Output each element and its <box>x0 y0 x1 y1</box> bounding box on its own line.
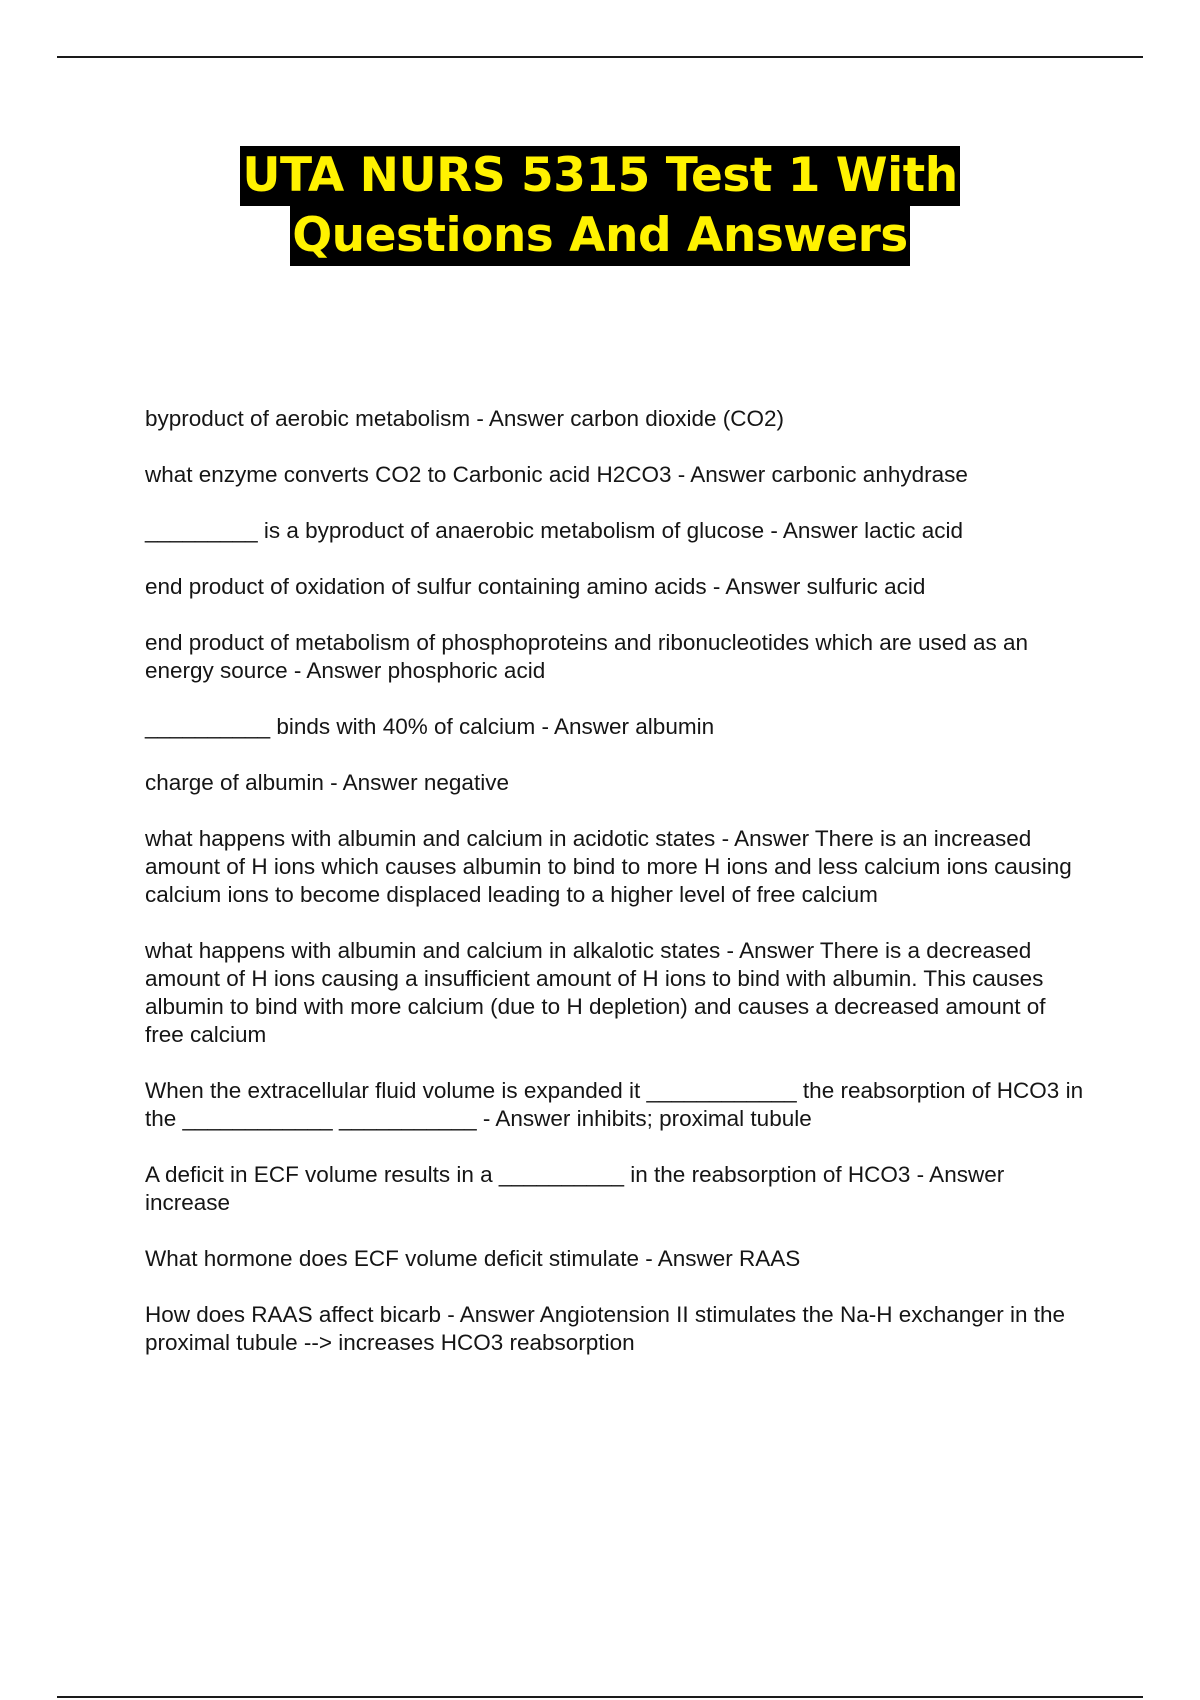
qa-item-11: A deficit in ECF volume results in a __________ in the reabsorption of HCO3 - Answer increase <box>145 1162 1005 1215</box>
qa-item-5: end product of metabolism of phosphoproteins and ribonucleotides which are used as an energy source - Answer phosphoric acid <box>145 630 1029 683</box>
qa-item-10: When the extracellular fluid volume is expanded it ____________ the reabsorption of HCO3 in the ____________ ___________ - Answer inhibits; proximal tubule <box>145 1078 1084 1131</box>
qa-item-8: what happens with albumin and calcium in acidotic states - Answer There is an increased amount of H ions which causes albumin to bind to more H ions and less calcium ions causing calcium ions to become displaced leading to a higher level of free calcium <box>145 826 1072 907</box>
qa-item-12: What hormone does ECF volume deficit stimulate - Answer RAAS <box>145 1246 801 1271</box>
bottom-divider <box>57 1696 1143 1698</box>
document-title <box>0 146 1200 266</box>
qa-item-2: what enzyme converts CO2 to Carbonic acid H2CO3 - Answer carbonic anhydrase <box>145 462 968 487</box>
qa-item-1: byproduct of aerobic metabolism - Answer carbon dioxide (CO2) <box>145 406 785 431</box>
qa-list <box>145 405 1085 1385</box>
qa-item-3: _________ is a byproduct of anaerobic metabolism of glucose - Answer lactic acid <box>145 518 963 543</box>
title-line-2: Questions And Answers <box>290 206 910 266</box>
qa-item-6: __________ binds with 40% of calcium - Answer albumin <box>145 714 715 739</box>
qa-item-7: charge of albumin - Answer negative <box>145 770 509 795</box>
top-divider <box>57 56 1143 58</box>
qa-item-13: How does RAAS affect bicarb - Answer Angiotension II stimulates the Na-H exchanger in the proximal tubule --> increases HCO3 reabsorption <box>145 1302 1066 1355</box>
qa-item-4: end product of oxidation of sulfur containing amino acids - Answer sulfuric acid <box>145 574 926 599</box>
qa-item-9: what happens with albumin and calcium in alkalotic states - Answer There is a decreased amount of H ions causing a insufficient amount of H ions to bind with albumin. This causes albumin to bind with more calcium (due to H depletion) and causes a decreased amount of free calcium <box>145 938 1046 1047</box>
title-line-1: UTA NURS 5315 Test 1 With <box>240 146 959 206</box>
